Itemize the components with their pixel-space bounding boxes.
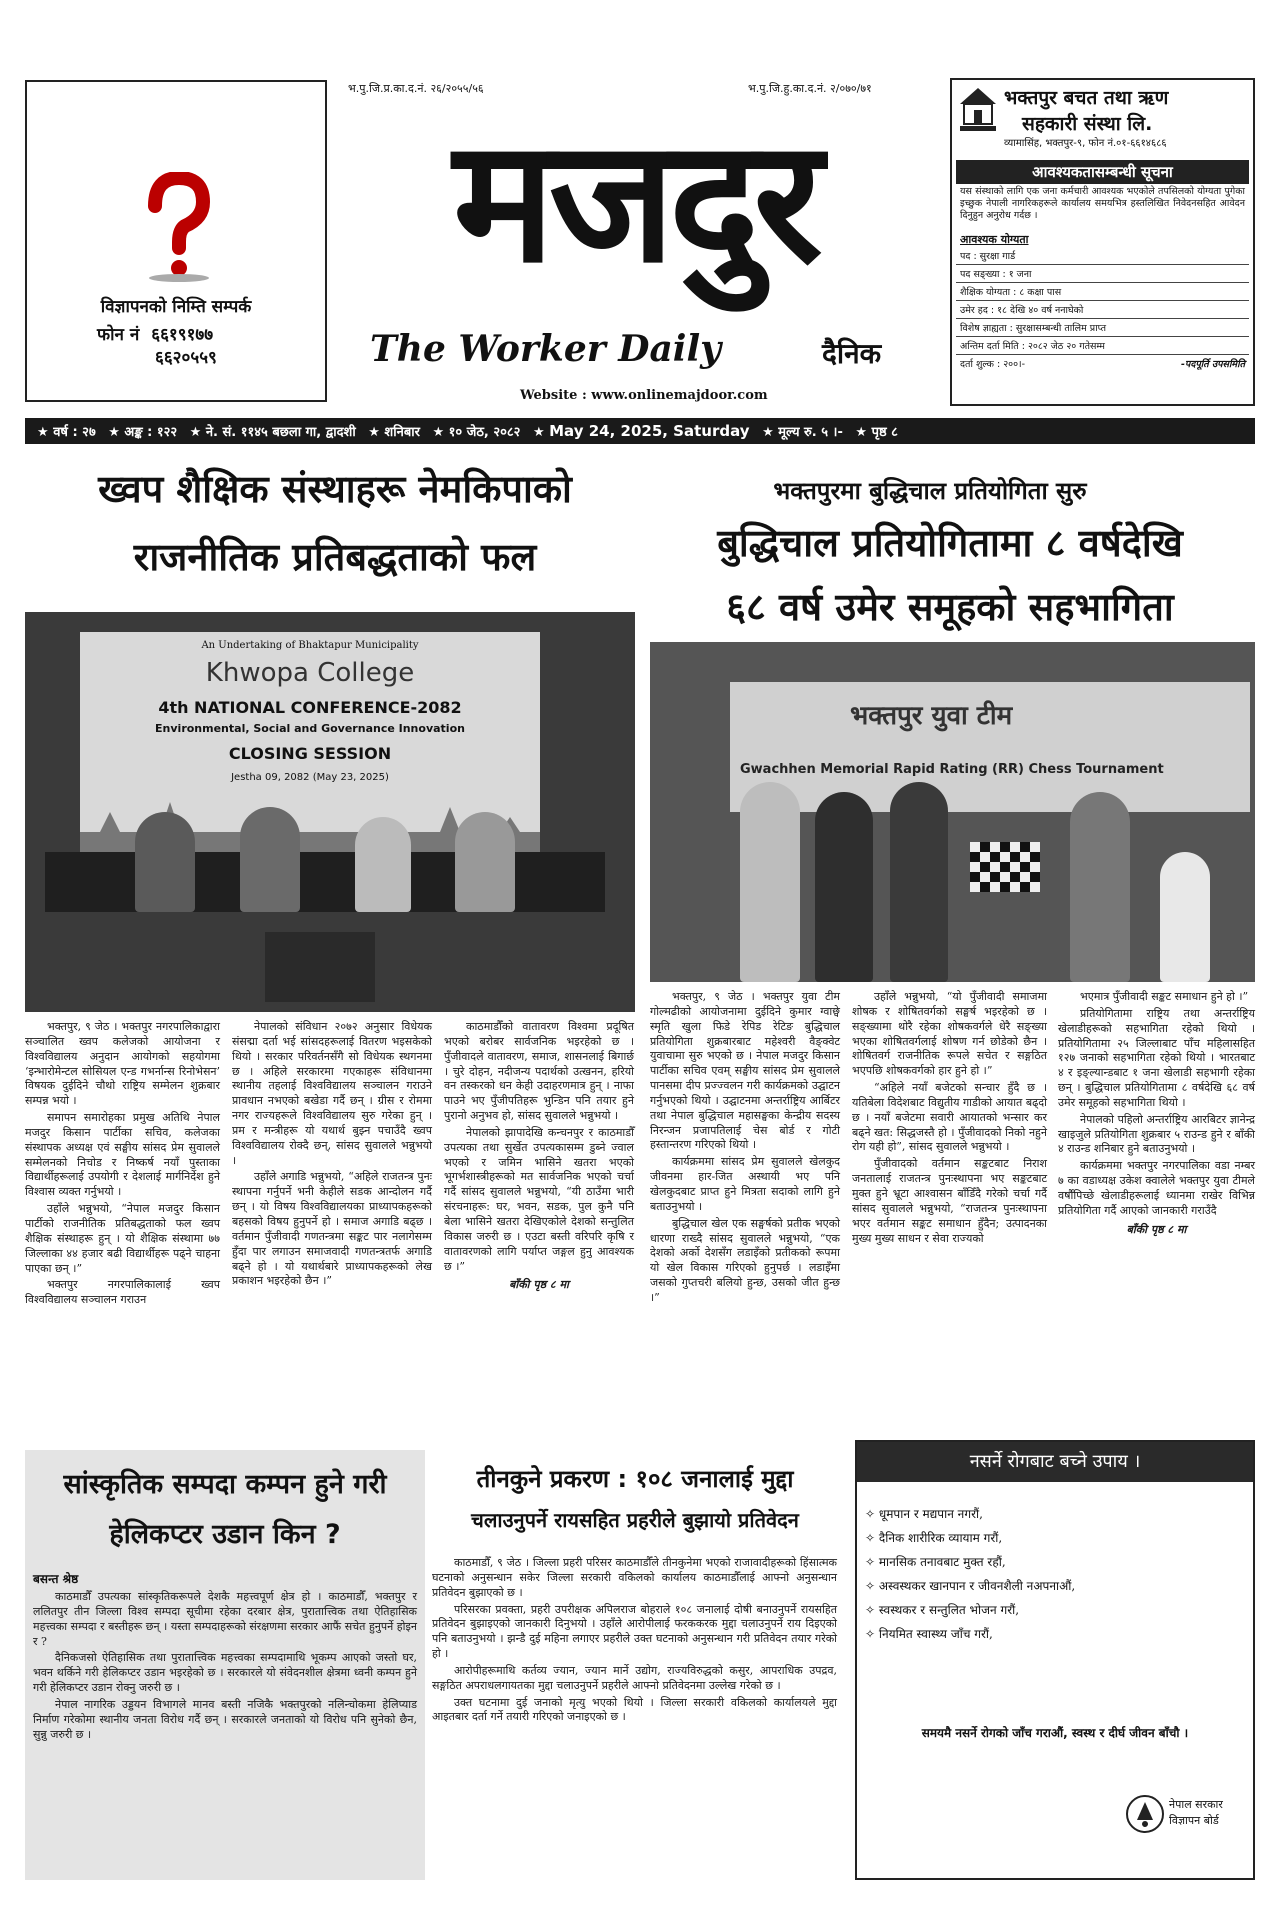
photo-banner-session: CLOSING SESSION <box>228 744 392 763</box>
paragraph: भक्तपुर नगरपालिकालाई ख्वप विश्वविद्यालय सञ्चालन गराउन <box>25 1278 220 1307</box>
paragraph: नेपालको झापादेखि कन्चनपुर र काठमाडौँ उपत्यका तथा सुर्खेत उपत्यकासम्म डुब्ने ज्वाल भएको र जमिन भासिने खतरा भएको भूगर्भशास्त्रीहरूको मत सार्वजनिक भएको चर्चा गर्दै सांसद सुवालले भन्नुभयो, “यी ठाउँमा भारी संरचनाहरू: घर, भवन, सडक, पुल कुनै पनि बेला भासिने खतरा देखिएकोले देशको सन्तुलित विकास जरुरी छ । एउटा बस्ती वरिपरि कृषि र वातावरणको लागि पर्याप्त जङ्गल हुनु आवश्यक छ ।” <box>444 1125 634 1273</box>
ad-box-right <box>950 78 1255 406</box>
paragraph: भएमात्र पुँजीवादी सङ्कट समाधान हुने हो ।” <box>1080 990 1249 1003</box>
person-figure <box>815 792 873 982</box>
dateline-bar <box>25 418 1255 444</box>
photo-banner-college: Khwopa College <box>205 658 415 688</box>
paragraph: समापन समारोहका प्रमुख अतिथि नेपाल मजदुर किसान पार्टीका सचिव, कलेजका संस्थापक अध्यक्ष एवं सङ्घीय सांसद प्रेम सुवालले सम्मेलनको निचोड र निष्कर्ष नयाँ पुस्ताका विद्यार्थीहरूलाई उपयोगी र देशलाई मार्गनिर्देश हुने विश्वास व्यक्त गर्नुभयो । <box>25 1111 220 1199</box>
dateline-bs-date: १० जेठ, २०८२ <box>448 425 521 440</box>
qualification-row: शैक्षिक योग्यता : ८ कक्षा पास <box>956 283 1249 301</box>
government-line-2: विज्ञापन बोर्ड <box>1169 1814 1219 1827</box>
qualification-table <box>956 247 1249 372</box>
story2-column-1 <box>650 990 840 1308</box>
cooperative-name-1: भक्तपुर बचत तथा ऋण <box>1004 87 1169 109</box>
paragraph: नेपाल नागरिक उड्डयन विभागले मानव बस्ती नजिकै भक्तपुरको नलिन्चोकमा हेलिप्याड निर्माण गरेकोमा स्थानीय जनता विरोध गर्दै छन् । सरकारले जनताको यो विरोध पनि सुनेको छैन, सुन्नु जरुरी छ । <box>33 1697 417 1741</box>
ad-phone-2: ६६२०५५९ <box>155 348 217 368</box>
notice-sign: -पदपूर्ति उपसमिति <box>1180 359 1245 370</box>
story4-body <box>432 1556 837 1727</box>
star-icon: ★ <box>855 425 868 440</box>
cooperative-logo-icon <box>958 86 998 136</box>
story4-headline-2: चलाउनुपर्ने रायसहित प्रहरीले बुझायो प्रतिवेदन <box>471 1508 799 1532</box>
masthead-website: Website : www.onlinemajdoor.com <box>520 388 768 403</box>
paragraph: कार्यक्रममा सांसद प्रेम सुवालले खेलकुद जीवनमा हार-जित अस्थायी भए पनि खेलकुदबाट प्राप्त हुने मित्रता सदाको लागि हुने बताउनुभयो । <box>650 1155 840 1213</box>
photo-banner-top: An Undertaking of Bhaktapur Municipality <box>201 640 419 651</box>
paragraph: भक्तपुर, ९ जेठ । भक्तपुर नगरपालिकाद्वारा सञ्चालित ख्वप कलेजको आयोजना र विश्वविद्यालय अनुदान आयोगको सहयोगमा ‘इन्भारोमेन्टल सोसियल एन्ड गभर्नान्स रिनोभेसन’ विषयक दुईदिने चौथो राष्ट्रिय सम्मेलन शुक्रबार सम्पन्न भयो । <box>25 1020 220 1108</box>
paragraph: परिसरका प्रवक्ता, प्रहरी उपरीक्षक अपिलराज बोहराले १०८ जनालाई दोषी बनाउनुपर्ने रायसहित प्रतिवेदन बुझाइएको जानकारी दिनुभयो । उहाँले आरोपीलाई फरककरक मुद्दा चलाउनुपर्ने राय दिइएको पनि बताउनुभयो । झन्डै दुई महिना लगाएर प्रहरीले उक्त घटनाको अनुसन्धान गरी प्रतिवेदन तयार गरेको हो । <box>432 1602 837 1661</box>
list-item: ✧ मानसिक तनावबाट मुक्त रहौं, <box>865 1555 1006 1569</box>
qualification-row: उमेर हद : १८ देखि ४० वर्ष ननाघेको <box>956 301 1249 319</box>
chess-board-icon <box>970 842 1040 892</box>
registration-right: भ.पु.जि.हु.का.द.नं. २/०७०/७१ <box>748 82 872 95</box>
photo-banner-theme: Environmental, Social and Governance Innovation <box>155 722 465 735</box>
person-figure <box>240 807 300 912</box>
story4-headline-1: तीनकुने प्रकरण : १०८ जनालाई मुद्दा <box>476 1465 794 1493</box>
list-item: ✧ दैनिक शारीरिक व्यायाम गरौं, <box>865 1531 1003 1545</box>
qualification-row: पद : सुरक्षा गार्ड <box>956 247 1249 265</box>
notice-body: यस संस्थाको लागि एक जना कर्मचारी आवश्यक भएकोले तपसिलको योग्यता पुगेका इच्छुक नेपाली नागरिकहरूले कार्यालय समयभित्र हस्तलिखित निवेदनसहित आवेदन दिनुहुन अनुरोध गर्दछ । <box>960 186 1245 221</box>
star-icon: ★ <box>189 425 202 440</box>
government-emblem-icon <box>1125 1790 1165 1838</box>
person-figure <box>455 812 515 912</box>
paragraph: काठमाडौँ उपत्यका सांस्कृतिकरूपले देशकै महत्त्वपूर्ण क्षेत्र हो । काठमाडौँ, भक्तपुर र ललितपुर तीन जिल्ला विश्व सम्पदा सूचीमा रहेका दरबार क्षेत्र, पुरातात्त्विक तथा ऐतिहासिक महत्त्वका सम्पदा र बस्तीहरू छन् । यस्ता सम्पदाहरूको संरक्षणमा सरकार आफैं सचेत हुनुपर्ने होइन र ? <box>33 1590 417 1648</box>
star-icon: ★ <box>368 425 380 440</box>
paragraph: उहाँले भन्नुभयो, “नेपाल मजदुर किसान पार्टीको राजनीतिक प्रतिबद्धताको फल ख्वप शैक्षिक संस्थाहरू हुन् । यो शैक्षिक संस्थामा ७७ जिल्लाका ४४ हजार बढी विद्यार्थीहरू पढ्ने चाहना पाएका छन् ।” <box>25 1202 220 1275</box>
paragraph: उहाँले अगाडि भन्नुभयो, “अहिले राजतन्त्र पुनः स्थापना गर्नुपर्ने भनी केहीले सडक आन्दोलन गर्दै छन् । यो विषय विश्वविद्यालयका प्राध्यापकहरूको बहसको विषय हुनुपर्ने हो । समाज अगाडि बढ्छ । वर्तमान पुँजीवादी गणतन्त्रमा सङ्कट पार नलागेसम्म हुँदा पार लगाउन समाजवादी गणतन्त्रतर्फ अगाडि बढ्ने हो । यो यथार्थबारे प्राध्यापकहरूको लेख प्रकाशन भइरहेको छैन ।” <box>232 1170 432 1288</box>
photo-banner-date: Jestha 09, 2082 (May 23, 2025) <box>231 772 389 783</box>
qualification-row: अन्तिम दर्ता मिति : २०८२ जेठ २० गतेसम्म <box>956 337 1249 355</box>
story3-headline-1: सांस्कृतिक सम्पदा कम्पन हुने गरी <box>63 1469 387 1500</box>
paragraph: “अहिले नयाँ बजेटको सन्चार हुँदै छ । यतिबेला विदेशबाट विद्युतीय गाडीको आयात बढ्दो छ । नयाँ बजेटमा सवारी आयातको भन्सार कर बढ्ने खत: सिद्धजस्तै हो । पुँजीवादको निको नहुने रोग यही हो”, सांसद सुवालले भन्नुभयो । <box>852 1081 1047 1154</box>
story1-column-1 <box>25 1020 220 1310</box>
health-ad-list <box>865 1498 1245 1649</box>
paragraph: बुद्धिचाल खेल एक सङ्घर्षको प्रतीक भएको धारणा राख्दै सांसद सुवालले भन्नुभयो, “एक देशको अर्को देशसँग लडाइँको प्रतीकको रूपमा यो खेल विकास गरिएको हुनुपर्छ । लडाइँमा जसको गुप्तचरी बलियो हुन्छ, उसको जीत हुन्छ ।” <box>650 1216 840 1304</box>
story3-byline: बसन्त श्रेष्ठ <box>33 1572 79 1586</box>
masthead-daily: दैनिक <box>822 337 882 370</box>
paragraph: दैनिकजसो ऐतिहासिक तथा पुरातात्त्विक महत्त्वका सम्पदामाथि भूकम्प आएको जस्तो घर, भवन थर्किने गरी हेलिकप्टर उडान भइरहेको छ । सरकारले यो संवेदनशील क्षेत्रमा ध्वनी कम्पन हुने गरी हेलिकप्टर उडान रोक्नु जरुरी छ । <box>33 1651 417 1695</box>
paragraph: उक्त घटनामा दुई जनाको मृत्यु भएको थियो । जिल्ला सरकारी वकिलको कार्यालयले मुद्दा आइतबार दर्ता गर्ने तयारी गरिएको जनाइएको छ । <box>432 1695 837 1724</box>
paragraph: काठमाडौँ, ९ जेठ । जिल्ला प्रहरी परिसर काठमाडौँले तीनकुनेमा भएको राजावादीहरूको हिंसात्मक घटनाको अनुसन्धान सकेर जिल्ला सरकारी वकिलको कार्यालय काठमाडौँलाई आफ्नो अनुसन्धान प्रतिवेदन बुझाएको छ । <box>432 1556 837 1599</box>
qualification-last-row <box>956 355 1249 372</box>
story2-headline-1: बुद्धिचाल प्रतियोगितामा ८ वर्षदेखि <box>717 521 1183 565</box>
list-item: ✧ अस्वस्थकर खानपान र जीवनशैली नअपनाऔं, <box>865 1579 1076 1593</box>
person-figure <box>135 812 195 912</box>
story1-headline-1: ख्वप शैक्षिक संस्थाहरू नेमकिपाको <box>98 467 572 511</box>
star-icon: ★ <box>762 425 774 440</box>
paragraph: प्रतियोगितामा राष्ट्रिय तथा अन्तर्राष्ट्रिय खेलाडीहरूको सहभागिता रहेको थियो । प्रतियोगितामा २५ जिल्लाबाट पाँच महिलासहित १२७ जनाको सहभागिता रहेको थियो । भारतबाट ४ र इङ्ल्यान्डबाट १ जना खेलाडी सहभागी रहेका छन् । बुद्धिचाल प्रतियोगितामा ८ वर्षदेखि ६८ वर्ष उमेर समूहको सहभागिता थियो । <box>1058 1006 1255 1109</box>
story2-column-2 <box>852 990 1047 1248</box>
ad-phone-1: ६६१९१७७ <box>151 325 214 345</box>
story2-kicker: भक्तपुरमा बुद्धिचाल प्रतियोगिता सुरु <box>773 477 1087 505</box>
star-icon: ★ <box>108 425 120 440</box>
list-item: ✧ धूमपान र मद्यपान नगरौं, <box>865 1507 983 1521</box>
person-figure <box>740 782 800 982</box>
story1-column-3 <box>444 1020 634 1293</box>
ad-contact-label: विज्ञापनको निम्ति सम्पर्क <box>100 297 252 317</box>
qualification-title: आवश्यक योग्यता <box>960 233 1029 246</box>
list-item: ✧ स्वस्थकर र सन्तुलित भोजन गरौं, <box>865 1603 1020 1617</box>
paragraph: भक्तपुर, ९ जेठ । भक्तपुर युवा टीम गोल्मढीको आयोजनामा दुईदिने कुमार ग्वाछ्वे स्मृति खुला फिडे रेपिड रेटिङ बुद्धिचाल प्रतियोगिता शुक्रबारबाट महेश्वरी वैङ्क्वेट युवाचामा सुरु भएको छ । नेपाल मजदुर किसान पार्टीका सचिव एवम् सङ्घीय सांसद प्रेम सुवालले पानसमा दीप प्रज्ज्वलन गरी कार्यक्रमको उद्घाटन गर्नुभएको थियो । उद्घाटनमा अन्तर्राष्ट्रिय आर्बिटर तथा नेपाल बुद्धिचाल महासङ्घका केन्द्रीय सदस्य निरन्जन प्रजापतिलाई चेस बोर्ड र गोटी हस्तान्तरण गरिएको थियो । <box>650 990 840 1152</box>
ad-phone-block <box>97 322 217 368</box>
dateline-issue: अङ्क : १२२ <box>124 425 178 440</box>
registration-left: भ.पु.जि.प्र.का.द.नं. २६/२०५५/५६ <box>348 82 484 95</box>
masthead-title: मजदुर <box>453 103 817 301</box>
health-ad-title: नसर्ने रोगबाट बच्ने उपाय । <box>857 1442 1253 1482</box>
person-figure <box>890 782 948 982</box>
paragraph: काठमाडौँको वातावरण विश्वमा प्रदूषित भएको बरोबर सार्वजनिक भइरहेको छ । पुँजीवादले वातावरण, समाज, शासनलाई बिगार्छ । चुरे दोहन, नदीजन्य पदार्थको उत्खनन, हरियो वन तस्करको धन केही उदाहरणमात्र हुन् । नाफा पाउने भए पुँजीपतिहरू भुन्डिन पनि तयार हुने पुरानो अनुभव हो, सांसद सुवालले भन्नुभयो । <box>444 1020 634 1123</box>
star-icon: ★ <box>432 425 445 440</box>
dateline-ad-date: May 24, 2025, Saturday <box>549 422 750 440</box>
story1-column-2 <box>232 1020 432 1291</box>
ad-box-left <box>25 80 327 402</box>
person-figure <box>1070 792 1130 982</box>
dateline-pages: पृष्ठ ८ <box>871 425 898 440</box>
star-icon: ★ <box>37 425 49 440</box>
story2-column-3 <box>1058 990 1255 1238</box>
dateline-nepal-samvat: ने. सं. ११४५ बछला गा, द्वादशी <box>205 425 356 440</box>
story3-body <box>33 1590 417 1744</box>
story3-box <box>25 1450 425 1880</box>
question-mark-icon <box>137 172 217 282</box>
qualification-row: दर्ता शुल्क : २००।- <box>960 359 1026 370</box>
notice-title: आवश्यकतासम्बन्धी सूचना <box>956 160 1249 184</box>
ad-phone-label: फोन नं <box>97 325 140 345</box>
person-figure <box>355 817 411 912</box>
qualification-row: पद सङ्ख्या : १ जना <box>956 265 1249 283</box>
cooperative-name-2: सहकारी संस्था लि. <box>1022 113 1153 135</box>
government-line-1: नेपाल सरकार <box>1169 1798 1223 1811</box>
photo-banner-subtitle: Gwachhen Memorial Rapid Rating (RR) Chess Tournament <box>740 762 1164 777</box>
dateline-day: शनिबार <box>384 425 420 440</box>
person-figure <box>1160 852 1210 982</box>
star-icon: ★ <box>532 425 545 440</box>
continued-note: बाँकी पृष्ठ ८ मा <box>509 1278 569 1292</box>
paragraph: नेपालको पहिलो अन्तर्राष्ट्रिय आरबिटर ज्ञानेन्द्र खाइजुले प्रतियोगिता शुक्रबार ५ राउन्ड हुने र बाँकी ४ राउन्ड शनिबार हुने बताउनुभयो । <box>1058 1112 1255 1156</box>
photo-banner-conference: 4th NATIONAL CONFERENCE-2082 <box>158 698 462 717</box>
table-furniture <box>265 932 375 1002</box>
paragraph: कार्यक्रममा भक्तपुर नगरपालिका वडा नम्बर ७ का वडाध्यक्ष उकेश क्वालेले भक्तपुर युवा टीमले वर्षौंपिच्छे खेलाडीहरूलाई ध्यानमा राखेर विभिन्न प्रतियोगिता गर्दै आएको जानकारी गराउँदै <box>1058 1159 1255 1217</box>
story1-photo <box>25 612 635 1012</box>
photo-banner-title: भक्तपुर युवा टीम <box>850 701 1013 731</box>
list-item: ✧ नियमित स्वास्थ्य जाँच गरौं, <box>865 1627 993 1641</box>
paragraph: आरोपीहरूमाथि कर्तव्य ज्यान, ज्यान मार्ने उद्योग, राज्यविरुद्धको कसुर, आपराधिक उपद्रव, सङ्गठित अपराधलगायतका मुद्दा चलाउनुपर्ने प्रहरीले आफ्नो प्रतिवेदनमा उल्लेख गरेको छ । <box>432 1663 837 1692</box>
paragraph: उहाँले भन्नुभयो, “यो पुँजीवादी समाजमा शोषक र शोषितवर्गको सङ्घर्ष भइरहेको छ । सङ्ख्यामा थोरै रहेका शोषकवर्गले धेरै सङ्ख्या भएका शोषितवर्गलाई शोषण गर्न छोडेको छैन । शोषितवर्ग राजनीतिक रूपले सचेत र सङ्गठित भएपछि शोषकवर्गको हार हुने हो ।” <box>852 990 1047 1078</box>
dateline-year: वर्ष : २७ <box>53 425 96 440</box>
qualification-row: विशेष ज्ञाह्यता : सुरक्षासम्बन्धी तालिम प्राप्त <box>956 319 1249 337</box>
stage-desk <box>45 852 605 912</box>
story2-photo <box>650 642 1255 982</box>
paragraph: नेपालको संविधान २०७२ अनुसार विधेयक संसद्मा दर्ता भई सांसदहरूलाई वितरण भइसकेको थियो । सरकार परिवर्तनसँगै सो विधेयक स्थगनमा छ । अहिले सरकारमा गएकाहरू संविधानमा स्थानीय तहलाई विश्वविद्यालय सञ्चालन गराउने प्रावधान नभएको बखेडा गर्दै छन् । ग्रीस र रोममा नगर राज्यहरूले विश्वविद्यालय सुरु गरेका हुन् । प्रम र मन्त्रीहरू यो यथार्थ बुझ्न पचाउँदै ख्वप विश्वविद्यालय रोक्दै छन्, सांसद सुवालले भन्नुभयो । <box>232 1020 432 1167</box>
continued-note: बाँकी पृष्ठ ८ मा <box>1126 1222 1187 1236</box>
story2-headline-2: ६८ वर्ष उमेर समूहको सहभागिता <box>726 585 1174 629</box>
dateline-price: मूल्य रु. ५ ।- <box>778 425 843 440</box>
masthead-subtitle: The Worker Daily <box>370 328 722 370</box>
cooperative-address: व्यामासिंह, भक्तपुर-९, फोन नं.०१-६६१४६८६ <box>1004 138 1167 149</box>
story3-headline-2: हेलिकप्टर उडान किन ? <box>109 1519 341 1550</box>
story1-headline-2: राजनीतिक प्रतिबद्धताको फल <box>133 535 537 579</box>
photo-banner <box>730 682 1250 812</box>
paragraph: पुँजीवादको वर्तमान सङ्कटबाट निराश जनतालाई राजतन्त्र पुनःस्थापना भए सङ्कटबाट मुक्त हुने भ्रूटा आश्वासन बाँडिँदै गरेको चर्चा गर्दै सांसद सुवालले भन्नुभयो, “राजतन्त्र पुनःस्थापना भएर वर्तमान सङ्कट समाधान हुँदैन; उत्पादनका मुख्य मुख्य साधन र सेवा राज्यको <box>852 1157 1047 1245</box>
health-ad-box <box>855 1440 1255 1880</box>
health-ad-footer: समयमै नसर्ने रोगको जाँच गराऔं, स्वस्थ र दीर्घ जीवन बाँचौ । <box>921 1726 1189 1740</box>
